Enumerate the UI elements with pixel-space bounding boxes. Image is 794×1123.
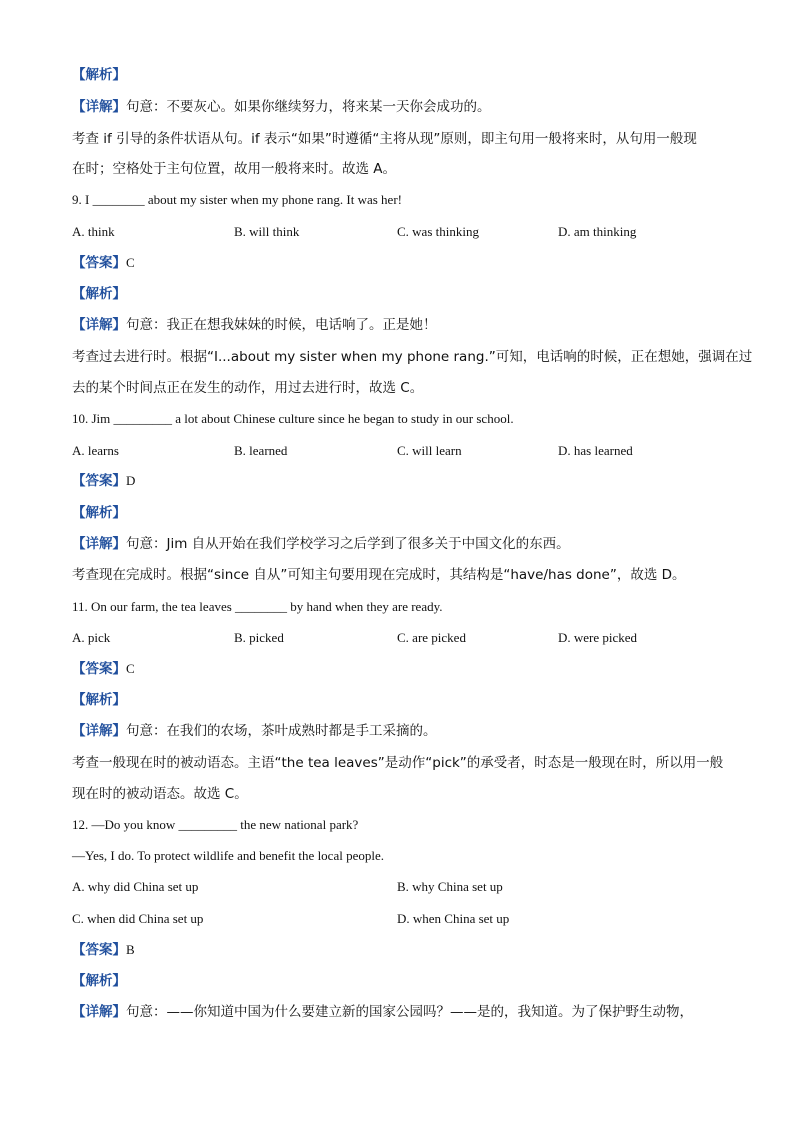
explanation-line: 考查现在完成时。根据“since 自从”可知主句要用现在完成时，其结构是“have/has done”，故选 D。 <box>72 567 686 583</box>
detail-text: 句意：在我们的农场，茶叶成熟时都是手工采摘的。 <box>126 723 437 739</box>
option-d: D. were picked <box>558 630 638 645</box>
option-a: A. why did China set up <box>72 879 199 894</box>
detail-text: 句意：——你知道中国为什么要建立新的国家公园吗？——是的，我知道。为了保护野生动物， <box>126 1004 693 1020</box>
detail-line <box>72 722 437 740</box>
explanation-line: 考查一般现在时的被动语态。主语“the tea leaves”是动作“pick”的承受者，时态是一般现在时，所以用一般 <box>72 755 724 771</box>
detail-line <box>72 98 491 116</box>
answer-value: D <box>126 473 136 488</box>
detail-label: 【详解】 <box>72 723 126 739</box>
answer-line <box>72 472 135 490</box>
option-c: C. was thinking <box>397 224 479 239</box>
analysis-label: 【解析】 <box>72 505 126 521</box>
option-c: C. will learn <box>397 443 462 458</box>
detail-text: 句意：不要灰心。如果你继续努力，将来某一天你会成功的。 <box>126 99 491 115</box>
answer-value: C <box>126 255 135 270</box>
detail-label: 【详解】 <box>72 99 126 115</box>
answer-label: 【答案】 <box>72 661 126 677</box>
option-b: B. why China set up <box>397 879 503 894</box>
answer-label: 【答案】 <box>72 255 126 271</box>
question-stem: 11. On our farm, the tea leaves ________ by hand when they are ready. <box>72 599 443 614</box>
detail-label: 【详解】 <box>72 1004 126 1020</box>
option-d: D. am thinking <box>558 224 637 239</box>
option-a: A. think <box>72 224 115 239</box>
option-b: B. picked <box>234 630 284 645</box>
question-reply: —Yes, I do. To protect wildlife and benefit the local people. <box>72 848 384 863</box>
option-b: B. learned <box>234 443 288 458</box>
detail-label: 【详解】 <box>72 536 126 552</box>
question-stem: 9. I ________ about my sister when my phone rang. It was her! <box>72 192 402 207</box>
detail-line <box>72 535 570 553</box>
option-c: C. are picked <box>397 630 466 645</box>
analysis-label: 【解析】 <box>72 973 126 989</box>
question-stem: 12. —Do you know _________ the new national park? <box>72 817 359 832</box>
detail-text: 句意：Jim 自从开始在我们学校学习之后学到了很多关于中国文化的东西。 <box>126 536 570 552</box>
answer-value: B <box>126 942 135 957</box>
answer-value: C <box>126 661 135 676</box>
analysis-label: 【解析】 <box>72 286 126 302</box>
analysis-label: 【解析】 <box>72 67 126 83</box>
question-stem: 10. Jim _________ a lot about Chinese culture since he began to study in our school. <box>72 411 514 426</box>
option-d: D. when China set up <box>397 911 510 926</box>
answer-line <box>72 941 135 959</box>
answer-label: 【答案】 <box>72 473 126 489</box>
option-a: A. pick <box>72 630 111 645</box>
option-b: B. will think <box>234 224 300 239</box>
explanation-line: 在时；空格处于主句位置，故用一般将来时。故选 A。 <box>72 161 397 177</box>
detail-line <box>72 1003 693 1021</box>
option-d: D. has learned <box>558 443 633 458</box>
detail-text: 句意：我正在想我妹妹的时候，电话响了。正是她！ <box>126 317 437 333</box>
answer-label: 【答案】 <box>72 942 126 958</box>
answer-line <box>72 254 135 272</box>
explanation-line: 现在时的被动语态。故选 C。 <box>72 786 248 802</box>
option-a: A. learns <box>72 443 119 458</box>
explanation-line: 去的某个时间点正在发生的动作，用过去进行时，故选 C。 <box>72 380 424 396</box>
answer-line <box>72 660 135 678</box>
analysis-label: 【解析】 <box>72 692 126 708</box>
option-c: C. when did China set up <box>72 911 204 926</box>
detail-label: 【详解】 <box>72 317 126 333</box>
explanation-line: 考查 if 引导的条件状语从句。if 表示“如果”时遵循“主将从现”原则，即主句用一般将来时，从句用一般现 <box>72 131 697 147</box>
detail-line <box>72 316 437 334</box>
explanation-line: 考查过去进行时。根据“I...about my sister when my phone rang.”可知，电话响的时候，正在想她，强调在过 <box>72 349 753 365</box>
